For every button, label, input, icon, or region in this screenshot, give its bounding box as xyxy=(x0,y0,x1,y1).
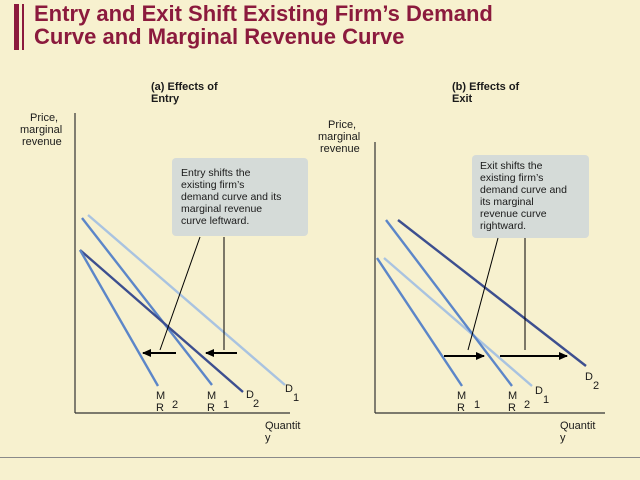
entry-label-mr1-r: R xyxy=(207,402,215,414)
entry-panel xyxy=(20,81,308,444)
exit-x-axis-label-1: Quantit xyxy=(560,420,596,432)
exit-label-d1: D xyxy=(535,385,543,397)
exit-label-mr2-m: M xyxy=(508,390,518,402)
exit-label-d2-sub: 2 xyxy=(593,380,600,392)
exit-note-line-6: rightward. xyxy=(480,220,527,232)
exit-demand-curve-d1 xyxy=(384,258,532,386)
footer-divider xyxy=(0,457,640,458)
entry-label-mr2-sub: 2 xyxy=(172,399,179,411)
entry-label-mr1-sub: 1 xyxy=(223,399,230,411)
entry-y-axis-label-2: marginal xyxy=(20,124,63,136)
exit-x-axis-label-2: y xyxy=(560,432,566,444)
exit-y-axis-label-3: revenue xyxy=(320,143,360,155)
exit-label-mr2-sub: 2 xyxy=(524,399,531,411)
entry-y-axis-label-1: Price, xyxy=(30,112,59,124)
entry-label-mr2-r: R xyxy=(156,402,164,414)
exit-y-axis-label-2: marginal xyxy=(318,131,361,143)
exit-note-line-1: Exit shifts the xyxy=(480,160,543,172)
entry-label-mr1-m: M xyxy=(207,390,217,402)
entry-demand-curve-d1 xyxy=(88,215,285,385)
entry-x-axis-label-1: Quantit xyxy=(265,420,301,432)
entry-pointer-line-1 xyxy=(160,237,200,350)
entry-label-d2-sub: 2 xyxy=(253,398,260,410)
slide-title-line-1: Entry and Exit Shift Existing Firm’s Demand xyxy=(34,1,493,26)
exit-note-line-4: its marginal xyxy=(480,196,534,208)
exit-panel-title-line-2: Exit xyxy=(452,93,473,105)
entry-x-axis-label-2: y xyxy=(265,432,271,444)
entry-note-line-3: demand curve and its xyxy=(181,191,282,203)
exit-label-d2: D xyxy=(585,371,593,383)
exit-label-mr1-sub: 1 xyxy=(474,399,481,411)
entry-y-axis-label-3: revenue xyxy=(22,136,62,148)
exit-mr-curve-mr2 xyxy=(386,220,512,386)
exit-label-mr1-m: M xyxy=(457,390,467,402)
entry-mr-curve-mr2 xyxy=(80,250,158,386)
exit-panel-title-line-1: (b) Effects of xyxy=(452,81,520,93)
exit-y-axis-label-1: Price, xyxy=(328,119,357,131)
entry-mr-curve-mr1 xyxy=(82,218,212,385)
exit-note-line-5: revenue curve xyxy=(480,208,547,220)
entry-note-line-5: curve leftward. xyxy=(181,215,250,227)
exit-label-d1-sub: 1 xyxy=(543,394,550,406)
entry-demand-curve-d2 xyxy=(80,250,243,392)
exit-note-line-3: demand curve and xyxy=(480,184,567,196)
entry-panel-title-line-2: Entry xyxy=(151,93,180,105)
exit-label-mr2-r: R xyxy=(508,402,516,414)
entry-label-d1: D xyxy=(285,383,293,395)
exit-mr-curve-mr1 xyxy=(377,258,462,386)
entry-note-line-1: Entry shifts the xyxy=(181,167,251,179)
entry-label-d2: D xyxy=(246,389,254,401)
entry-label-d1-sub: 1 xyxy=(293,392,300,404)
entry-label-mr2-m: M xyxy=(156,390,166,402)
entry-note-line-2: existing firm’s xyxy=(181,179,245,191)
slide-title-line-2: Curve and Marginal Revenue Curve xyxy=(34,24,405,49)
exit-panel xyxy=(318,81,605,444)
entry-panel-title-line-1: (a) Effects of xyxy=(151,81,218,93)
exit-label-mr1-r: R xyxy=(457,402,465,414)
entry-note-line-4: marginal revenue xyxy=(181,203,263,215)
exit-note-line-2: existing firm’s xyxy=(480,172,544,184)
